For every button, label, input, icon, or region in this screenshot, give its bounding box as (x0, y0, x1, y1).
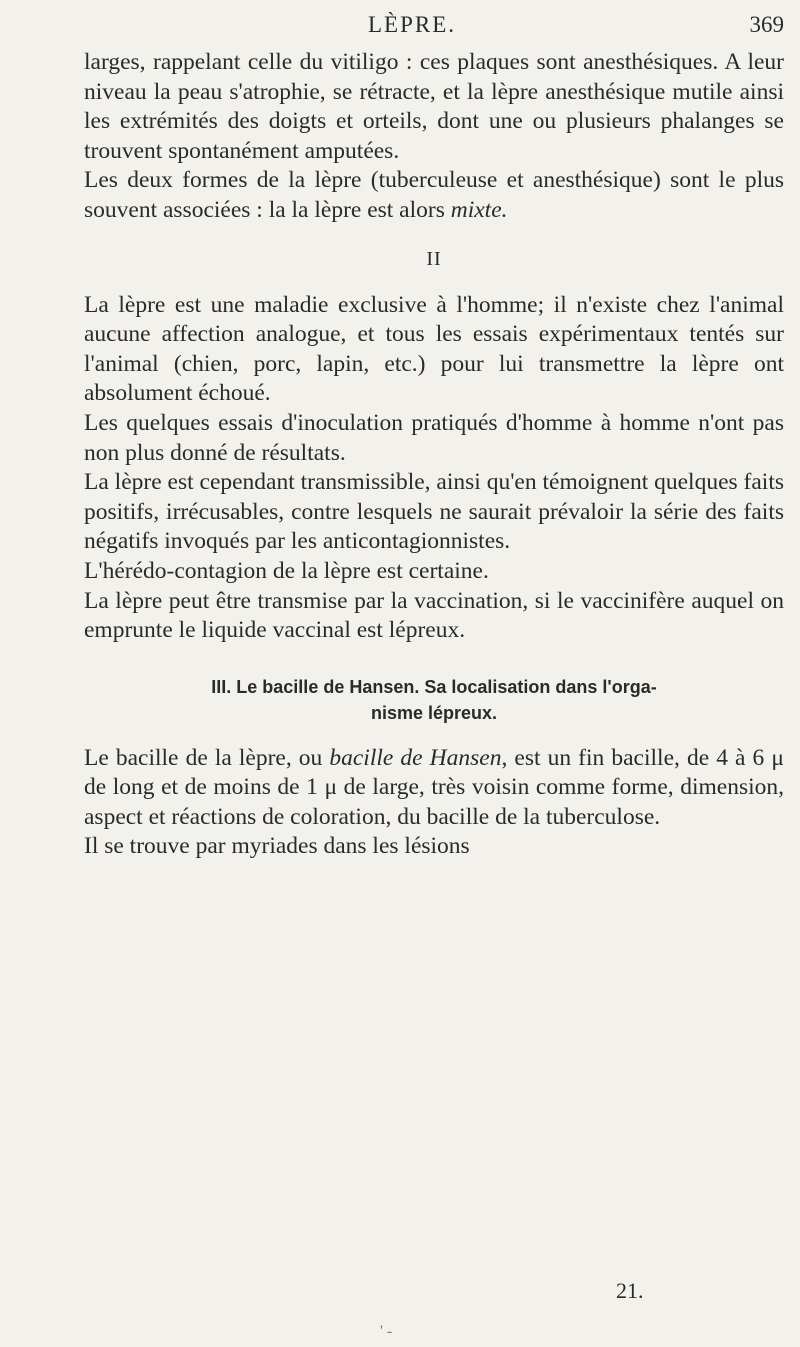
bacille-before: Le bacille de la lèpre, ou (84, 744, 330, 771)
bottom-mark: ' - (380, 1323, 393, 1340)
page-number: 369 (749, 12, 784, 37)
running-head (84, 6, 784, 46)
paragraph-bacille (84, 744, 784, 833)
running-head-title: LÈPRE. (368, 12, 457, 37)
paragraph-vitiligo: larges, rappelant celle du vitiligo : ces plaques sont anesthésiques. A leur niveau la peau s'atrophie, se rétracte, et la lèpre anesthésique mutile ainsi les extrémités des doigts et orteils, dont une ou plusieurs phalanges se trouvent spontanément amputées. (84, 49, 784, 164)
signature-mark: 21. (616, 1278, 644, 1303)
section-heading (84, 674, 784, 726)
paragraph-vaccination: La lèpre peut être transmise par la vaccination, si le vaccinifère auquel on emprunte le liquide vaccinal est lépreux. (84, 587, 784, 644)
mixte-word: mixte. (450, 196, 508, 223)
paragraph-deux-formes (84, 166, 784, 225)
bacille-de-hansen: bacille de Hansen (329, 744, 502, 771)
section-heading-line1: III. Le bacille de Hansen. Sa localisation dans l'orga- (211, 676, 657, 697)
paragraph-transmissible: La lèpre est cependant transmissible, ainsi qu'en témoignent quelques faits positifs, irrécusables, contre lesquels ne saurait prévaloir la série des faits négatifs invoqués par les anticontagionnistes. (84, 469, 784, 555)
paragraph-maladie-exclusive: La lèpre est une maladie exclusive à l'homme; il n'existe chez l'animal aucune affection analogue, et tous les essais expérimentaux tentés sur l'animal (chien, porc, lapin, etc.) pour lui transmettre la lèpre ont absolument échoué. (84, 291, 784, 407)
body-text (84, 48, 784, 862)
section-number: II (426, 247, 442, 270)
bacille-after: , est un fin bacille, de 4 à 6 μ de long et de moins de 1 μ de large, très voisin comme forme, dimension, aspect et réactions de coloration, du bacille de la tuberculose. (84, 744, 784, 830)
paragraph-deux-formes-text: Les deux formes de la lèpre (tuberculeuse et anesthésique) sont le plus souvent associées : la la lèpre est alors (84, 167, 784, 223)
paragraph-myriades: Il se trouve par myriades dans les lésions (84, 833, 470, 860)
paragraph-heredo-contagion: L'hérédo-contagion de la lèpre est certaine. (84, 557, 489, 584)
paragraph-inoculation: Les quelques essais d'inoculation pratiqués d'homme à homme n'ont pas non plus donné de résultats. (84, 409, 784, 466)
section-heading-line2: nisme lépreux. (370, 702, 498, 723)
